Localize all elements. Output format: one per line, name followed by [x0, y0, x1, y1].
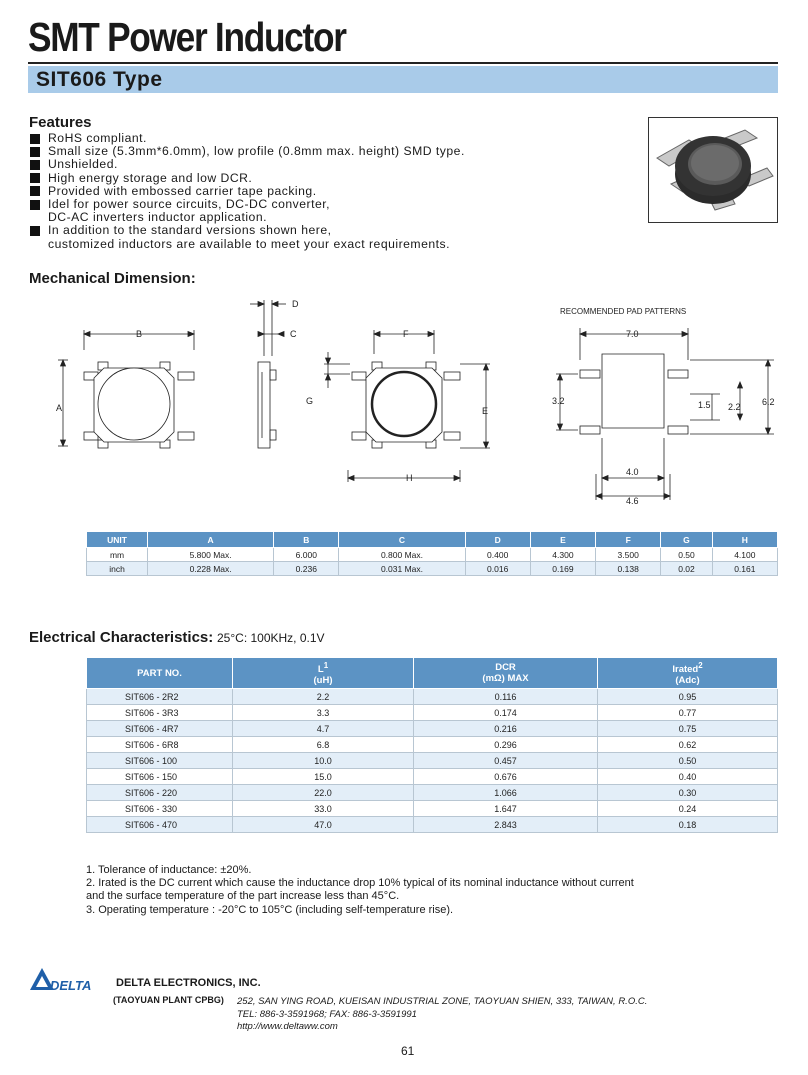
electrical-heading: Electrical Characteristics:	[29, 629, 214, 646]
table-row: SIT606 - 330 33.0 1.647 0.24	[87, 801, 778, 817]
bullet-icon	[30, 147, 40, 157]
pad-pattern	[552, 307, 775, 506]
bullet-icon	[30, 226, 40, 236]
top-view	[56, 329, 194, 448]
pad-v22: 2.2	[728, 402, 741, 412]
tel-fax: TEL: 886-3-3591968; FAX: 886-3-3591991	[237, 1008, 417, 1020]
dim-g-label: G	[306, 396, 314, 406]
side-view	[250, 299, 299, 448]
dim-c-label: C	[290, 329, 297, 339]
table-row: SIT606 - 6R8 6.8 0.296 0.62	[87, 737, 778, 753]
dim-b-label: B	[136, 329, 143, 339]
page-title: SMT Power Inductor	[28, 14, 346, 60]
col-inductance: $L^1$ (uH)	[233, 658, 414, 689]
table-row: mm 5.800 Max. 6.000 0.800 Max. 0.400 4.300 3.500 0.50 4.100	[87, 548, 778, 562]
features-heading: Features	[29, 114, 92, 131]
dim-a-label: A	[56, 403, 63, 413]
test-conditions: 25°C: 100KHz, 0.1V	[217, 631, 325, 645]
col-irated: Irated$^2$ (Adc)	[598, 658, 778, 689]
table-row: SIT606 - 3R3 3.3 0.174 0.77	[87, 705, 778, 721]
table-row: SIT606 - 470 47.0 2.843 0.18	[87, 817, 778, 833]
pad-h32: 3.2	[552, 396, 565, 406]
table-row: inch 0.228 Max. 0.236 0.031 Max. 0.016 0.169 0.138 0.02 0.161	[87, 562, 778, 576]
note-item: 1. Tolerance of inductance: ±20%.	[86, 864, 252, 876]
bullet-icon	[30, 186, 40, 196]
title-rule	[28, 62, 778, 64]
feature-item: Provided with embossed carrier tape packing.	[30, 185, 640, 198]
type-band	[28, 66, 778, 93]
dim-e-label: E	[482, 406, 489, 416]
electrical-table	[86, 657, 778, 833]
bullet-icon	[30, 134, 40, 144]
pad-v15: 1.5	[698, 400, 711, 410]
address: 252, SAN YING ROAD, KUEISAN INDUSTRIAL ZONE, TAOYUAN SHIEN, 333, TAIWAN, R.O.C.	[237, 996, 648, 1007]
pad-title: RECOMMENDED PAD PATTERNS	[560, 307, 687, 316]
page-number: 61	[401, 1044, 415, 1058]
delta-logo-icon	[30, 968, 106, 996]
note-item: 3. Operating temperature : -20°C to 105°C (including self-temperature rise).	[86, 903, 454, 916]
feature-item: Idel for power source circuits, DC-DC converter, DC-AC inverters inductor application.	[30, 198, 640, 224]
dim-h-label: H	[406, 473, 413, 483]
bullet-icon	[30, 160, 40, 170]
logo-text: DELTA	[50, 978, 92, 993]
bullet-icon	[30, 200, 40, 210]
bottom-view	[306, 329, 490, 483]
dim-d-label: D	[292, 299, 299, 309]
feature-item: Unshielded.	[30, 158, 640, 171]
table-row: SIT606 - 150 15.0 0.676 0.40	[87, 769, 778, 785]
address-block	[237, 996, 647, 1034]
pad-w40: 4.0	[626, 467, 639, 477]
company-name: DELTA ELECTRONICS, INC.	[116, 977, 261, 989]
feature-item: High energy storage and low DCR.	[30, 172, 640, 185]
product-photo	[648, 117, 778, 223]
notes	[86, 864, 686, 917]
dim-f-label: F	[403, 329, 409, 339]
table-header-row: UNIT A B C D E F G H	[87, 532, 778, 548]
feature-item: Small size (5.3mm*6.0mm), low profile (0.8mm max. height) SMD type.	[30, 145, 640, 158]
features-list	[30, 132, 640, 251]
table-row: SIT606 - 220 22.0 1.066 0.30	[87, 785, 778, 801]
col-part: PART NO.	[87, 658, 233, 689]
col-dcr: DCR (mΩ) MAX	[414, 658, 598, 689]
pad-w46: 4.6	[626, 496, 639, 506]
plant-name: (TAOYUAN PLANT CPBG)	[113, 995, 224, 1005]
note-item: 2. Irated is the DC current which cause the inductance drop 10% typical of its nominal inductance without current and the surface temperature of the part increase less than 45°C.	[86, 877, 634, 903]
bullet-icon	[30, 173, 40, 183]
website-link[interactable]: http://www.deltaww.com	[237, 1021, 338, 1032]
table-row: SIT606 - 4R7 4.7 0.216 0.75	[87, 721, 778, 737]
dimension-table	[86, 531, 778, 576]
pad-v62: 6.2	[762, 397, 775, 407]
table-row: SIT606 - 100 10.0 0.457 0.50	[87, 753, 778, 769]
mechanical-heading: Mechanical Dimension:	[29, 270, 196, 287]
feature-item: RoHS compliant.	[30, 132, 640, 145]
table-row: SIT606 - 2R2 2.2 0.116 0.95	[87, 689, 778, 705]
table-header-row	[87, 658, 778, 689]
type-label: SIT606 Type	[36, 68, 163, 91]
pad-w7: 7.0	[626, 329, 639, 339]
mechanical-drawing	[30, 298, 780, 508]
feature-item: In addition to the standard versions shown here, customized inductors are available to meet your exact requirements.	[30, 224, 640, 250]
